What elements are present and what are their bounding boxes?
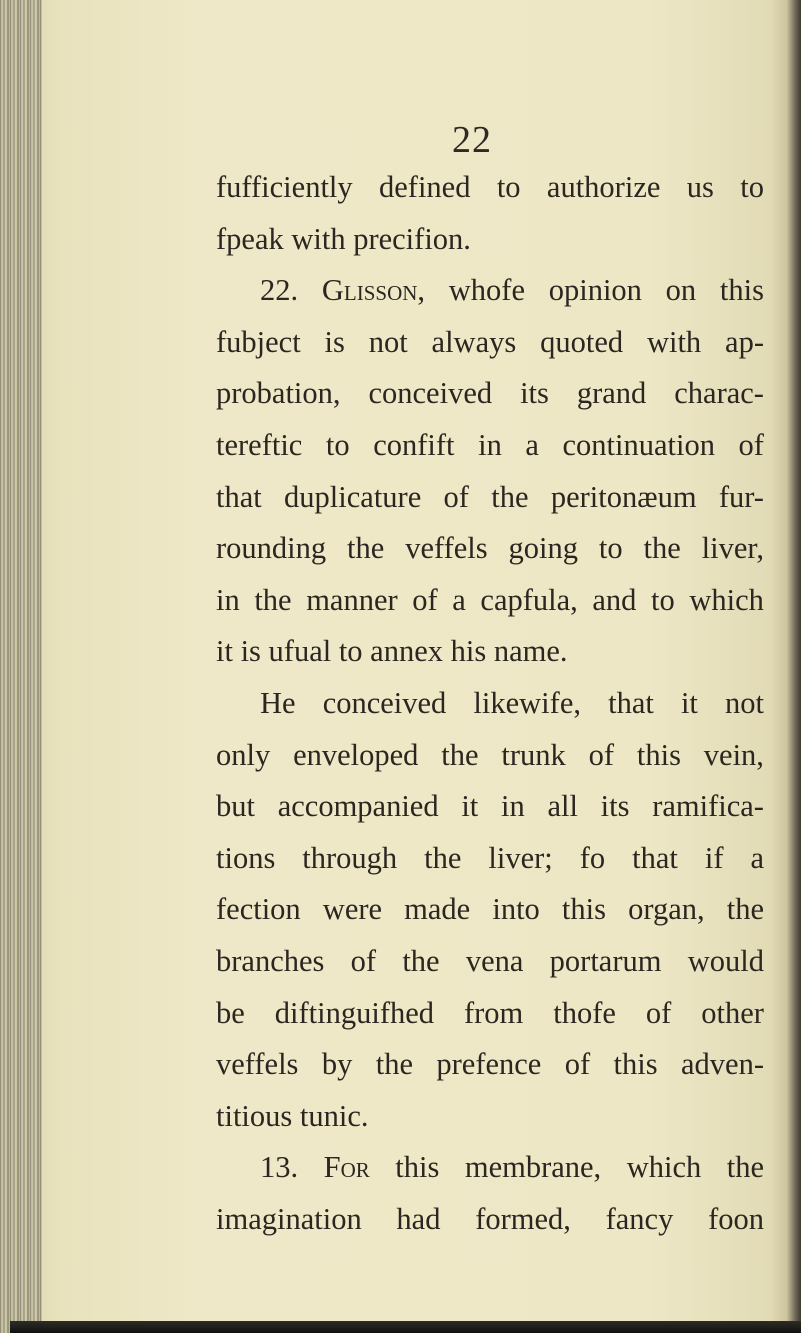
word: this (636, 737, 689, 772)
text-line (216, 1142, 764, 1194)
word: in (500, 789, 533, 824)
text-line (216, 162, 764, 214)
word: the (402, 943, 448, 978)
word: but (216, 789, 263, 824)
word: the (375, 1047, 421, 1082)
word: this (395, 1150, 447, 1185)
word: to (651, 582, 683, 617)
word: the (726, 1150, 764, 1185)
word: in (478, 427, 510, 462)
word: of (645, 995, 679, 1030)
word: capfula, (480, 582, 586, 617)
word: He (260, 685, 304, 720)
text-line (216, 988, 764, 1040)
word: veffels (405, 531, 496, 566)
word: it (680, 685, 706, 720)
word: if (704, 840, 732, 875)
text-line: it is ufual to annex his name. (216, 634, 568, 669)
word: probation, (216, 376, 349, 411)
word: ramifica- (652, 789, 764, 824)
text-line (216, 936, 764, 988)
word: other (701, 995, 764, 1030)
text-line (216, 1039, 764, 1091)
word: be (216, 995, 253, 1030)
word: the (441, 737, 487, 772)
word: ap- (725, 324, 764, 359)
word: that (608, 685, 662, 720)
book-gutter (0, 0, 42, 1333)
word: into (492, 892, 548, 927)
word: its (600, 789, 638, 824)
text-line (216, 420, 764, 472)
word: fancy (605, 1201, 681, 1236)
word: to (598, 531, 631, 566)
word: conceived (322, 685, 454, 720)
word: the (726, 892, 764, 927)
word: confift (373, 427, 463, 462)
text-line (216, 317, 764, 369)
word: its (520, 376, 557, 411)
word: this (561, 892, 614, 927)
word: fur- (718, 479, 764, 514)
word: liver, (701, 531, 764, 566)
word: membrane, (464, 1150, 609, 1185)
word: tereftic (216, 427, 310, 462)
word: trunk (501, 737, 574, 772)
word: defined (379, 170, 479, 204)
word: which (689, 582, 764, 617)
word: liver; (488, 840, 561, 875)
word: grand (576, 376, 654, 411)
word: rounding (216, 531, 334, 566)
word: diftinguifhed (274, 995, 442, 1030)
word: which (626, 1150, 709, 1185)
word: to (325, 427, 358, 462)
word: thofe (553, 995, 624, 1030)
word: prefence (436, 1047, 549, 1082)
text-line (216, 884, 764, 936)
word: the (643, 531, 689, 566)
word: whofe (448, 273, 533, 308)
word: and (592, 582, 645, 617)
word: a (750, 840, 764, 875)
word: 13. (260, 1150, 306, 1185)
word: to (740, 170, 764, 204)
word: foon (708, 1201, 764, 1236)
word: this (719, 273, 764, 308)
text-line: titious tunic. (216, 1098, 369, 1133)
word: branches (216, 943, 333, 978)
word: it (461, 789, 486, 824)
word: a (452, 582, 474, 617)
word: conceived (368, 376, 500, 411)
word: in (216, 582, 248, 617)
word: a (525, 427, 547, 462)
word: would (687, 943, 764, 978)
word: us (686, 170, 722, 204)
word: Glisson, (321, 273, 433, 308)
word: authorize (546, 170, 669, 204)
word: only (216, 737, 278, 772)
word: vena (465, 943, 532, 978)
word: likewife, (473, 685, 589, 720)
text-line (216, 781, 764, 833)
word: manner (306, 582, 406, 617)
text-line: fpeak with precifion. (216, 221, 471, 256)
word: through (302, 840, 405, 875)
word: fection (216, 892, 309, 927)
word: to (496, 170, 529, 204)
word: by (321, 1047, 360, 1082)
word: from (463, 995, 531, 1030)
word: with (646, 324, 709, 359)
text-line (216, 575, 764, 627)
word: portarum (549, 943, 670, 978)
word: quoted (540, 324, 631, 359)
word: made (404, 892, 478, 927)
word: of (350, 943, 384, 978)
word: of (588, 737, 622, 772)
word: not (368, 324, 416, 359)
text-line (216, 472, 764, 524)
text-line (216, 730, 764, 782)
word: fufficiently (216, 170, 361, 204)
page-edge (787, 0, 801, 1333)
word: accompanied (277, 789, 447, 824)
word: peritonæum (550, 479, 705, 514)
word: of (443, 479, 477, 514)
word: opinion (548, 273, 650, 308)
word: formed, (475, 1201, 579, 1236)
text-line (216, 368, 764, 420)
word: that (632, 840, 686, 875)
page-number: 22 (452, 119, 492, 161)
text-line (216, 523, 764, 575)
word: the (347, 531, 392, 566)
word: of (412, 582, 446, 617)
word: enveloped (293, 737, 427, 772)
word: continuation (562, 427, 723, 462)
word: is (324, 324, 353, 359)
word: imagination (216, 1201, 370, 1236)
word: going (508, 531, 586, 566)
word: were (322, 892, 390, 927)
word: fo (579, 840, 613, 875)
word: adven- (681, 1047, 764, 1082)
text-line (216, 1194, 764, 1246)
word: tions (216, 840, 283, 875)
word: For (323, 1150, 378, 1185)
word: organ, (628, 892, 713, 927)
word: the (254, 582, 300, 617)
word: 22. (260, 273, 306, 308)
word: that (216, 479, 270, 514)
word: charac- (674, 376, 764, 411)
text-line (216, 265, 764, 317)
word: always (431, 324, 524, 359)
word: veffels (216, 1047, 307, 1082)
word: the (424, 840, 470, 875)
word: the (491, 479, 537, 514)
word: vein, (703, 737, 764, 772)
text-line (216, 833, 764, 885)
word: duplicature (284, 479, 429, 514)
page-bottom-edge (10, 1321, 801, 1333)
word: of (564, 1047, 598, 1082)
word: all (547, 789, 586, 824)
body-text (216, 162, 764, 1245)
text-line (216, 678, 764, 730)
word: on (665, 273, 704, 308)
word: of (738, 427, 764, 462)
word: fubject (216, 324, 309, 359)
word: not (725, 685, 764, 720)
word: had (396, 1201, 449, 1236)
word: this (613, 1047, 666, 1082)
